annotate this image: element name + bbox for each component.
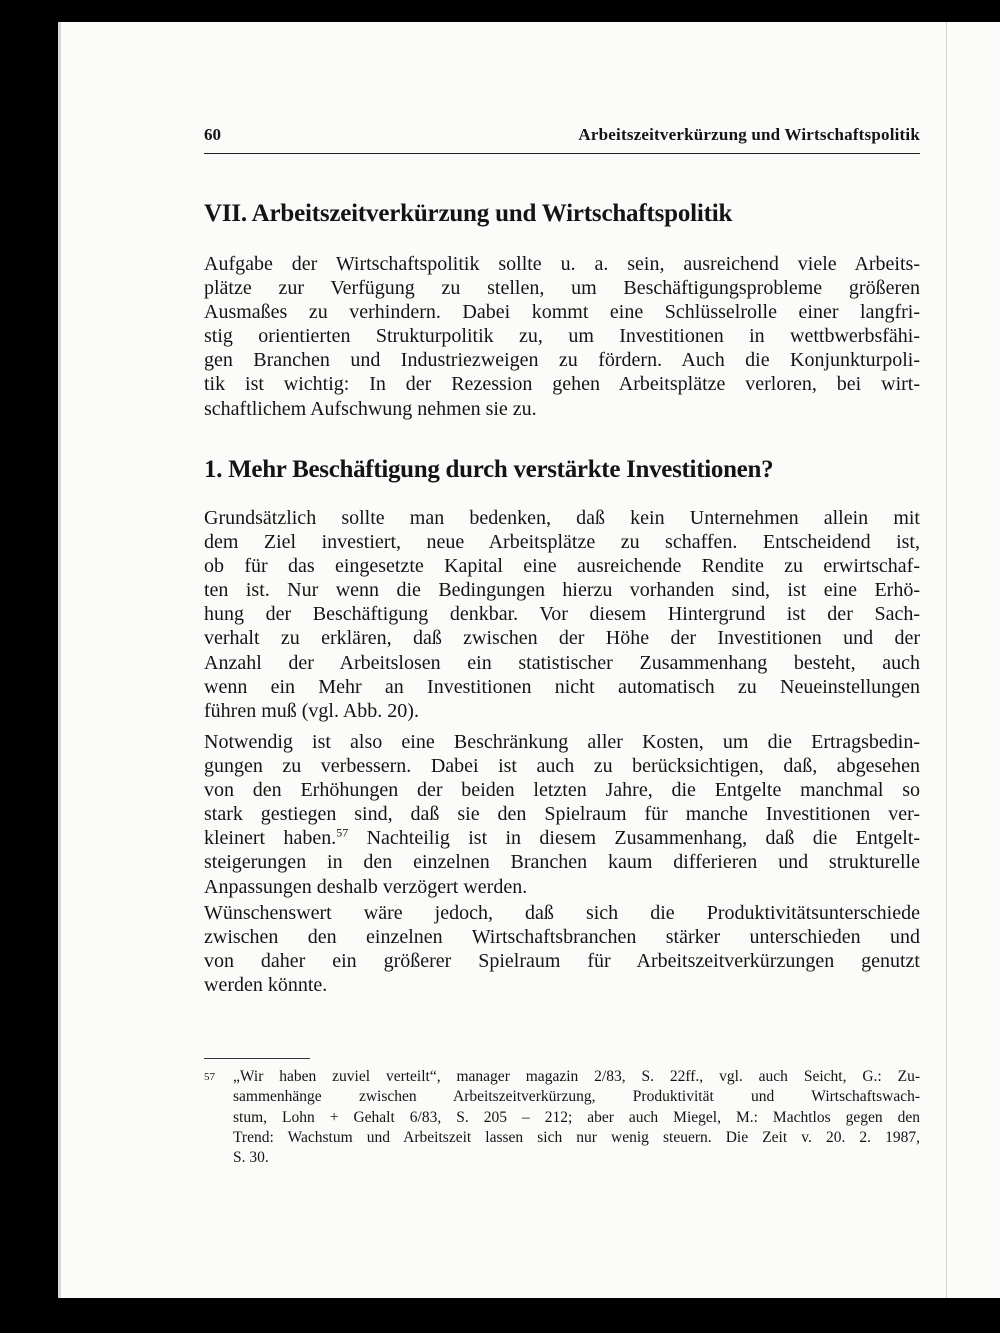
text-line: Anpassungen deshalb verzögert werden. [204, 875, 528, 898]
text-line: wenn ein Mehr an Investitionen nicht automatisch zu Neueinstellungen [204, 675, 920, 698]
text-line: tik ist wichtig: In der Rezession gehen Arbeitsplätze verloren, bei wirt- [204, 373, 920, 396]
intro-paragraph [204, 252, 920, 421]
text-line: ob für das eingesetzte Kapital eine ausreichende Rendite zu erwirtschaf- [204, 555, 920, 578]
footnote-body [233, 1067, 920, 1168]
section-heading: 1. Mehr Beschäftigung durch verstärkte Investitionen? [204, 456, 774, 483]
text-line: hung der Beschäftigung denkbar. Vor diesem Hintergrund ist der Sach- [204, 603, 920, 626]
text-line: ten ist. Nur wenn die Bedingungen hierzu vorhanden sind, ist eine Erhö- [204, 579, 920, 602]
text-line: zwischen den einzelnen Wirtschaftsbranchen stärker unterschieden und [204, 926, 920, 949]
text-line: plätze zur Verfügung zu stellen, um Beschäftigungsprobleme größeren [204, 277, 920, 300]
text-line: Grundsätzlich sollte man bedenken, daß kein Unternehmen allein mit [204, 507, 920, 529]
text-line: von daher ein größerer Spielraum für Arbeitszeitverkürzungen genutzt [204, 950, 920, 973]
text-line: verhalt zu erklären, daß zwischen der Höhe der Investitionen und der [204, 627, 920, 650]
footnote-line: „Wir haben zuviel verteilt“, manager magazin 2/83, S. 22ff., vgl. auch Seicht, G.: Zu- [233, 1068, 920, 1085]
text-line: stark gestiegen sind, daß sie den Spielraum für manche Investitionen ver- [204, 803, 920, 826]
body-paragraph [204, 506, 920, 723]
text-line: führen muß (vgl. Abb. 20). [204, 699, 419, 722]
page-number: 60 [204, 125, 221, 144]
text-line: dem Ziel investiert, neue Arbeitsplätze zu schaffen. Entscheidend ist, [204, 531, 920, 554]
text-line: gungen zu verbessern. Dabei ist auch zu berücksichtigen, daß, abgesehen [204, 755, 920, 778]
text-line: steigerungen in den einzelnen Branchen kaum differieren und strukturelle [204, 851, 920, 874]
footnote-divider [204, 1058, 310, 1059]
text-line: werden könnte. [204, 974, 328, 997]
running-head [204, 125, 920, 154]
text-fragment: Nachteilig ist in diesem Zusammenhang, daß die Entgelt- [348, 827, 920, 850]
book-page [58, 22, 1000, 1298]
footnote-line: stum, Lohn + Gehalt 6/83, S. 205 – 212; aber auch Miegel, M.: Machtlos gegen den [233, 1108, 920, 1126]
body-paragraph [204, 730, 920, 899]
footnote-number: 57 [204, 1071, 215, 1083]
footnote-line: sammenhänge zwischen Arbeitszeitverkürzung, Produktivität und Wirtschaftswach- [233, 1088, 920, 1106]
footnote-reference[interactable]: 57 [336, 825, 349, 840]
page-edge [946, 22, 947, 1298]
text-line: Aufgabe der Wirtschaftspolitik sollte u. a. sein, ausreichend viele Arbeits- [204, 253, 920, 275]
text-line: Ausmaßes zu verhindern. Dabei kommt eine Schlüsselrolle einer langfri- [204, 301, 920, 324]
text-line: Wünschenswert wäre jedoch, daß sich die Produktivitätsunterschiede [204, 902, 920, 924]
text-line: Anzahl der Arbeitslosen ein statistischer Zusammenhang besteht, auch [204, 651, 920, 674]
text-line: Notwendig ist also eine Beschränkung aller Kosten, um die Ertragsbedin- [204, 731, 920, 753]
text-fragment: kleinert haben. [204, 827, 337, 850]
text-line: schaftlichem Aufschwung nehmen sie zu. [204, 397, 537, 420]
body-paragraph [204, 901, 920, 997]
text-line-with-note [204, 826, 920, 850]
chapter-heading: VII. Arbeitszeitverkürzung und Wirtschaftspolitik [204, 200, 733, 227]
footnote-line: S. 30. [233, 1149, 269, 1167]
running-head-title: Arbeitszeitverkürzung und Wirtschaftspolitik [578, 125, 920, 144]
text-line: gen Branchen und Industriezweigen zu fördern. Auch die Konjunkturpoli- [204, 349, 920, 372]
footnote-line: Trend: Wachstum und Arbeitszeit lassen sich nur wenig steuern. Die Zeit v. 20. 2. 1987, [233, 1128, 920, 1146]
text-line: von den Erhöhungen der beiden letzten Jahre, die Entgelte manchmal so [204, 779, 920, 802]
text-line: stig orientierten Strukturpolitik zu, um Investitionen in wettbwerbsfähi- [204, 325, 920, 348]
footnote [204, 1067, 920, 1168]
